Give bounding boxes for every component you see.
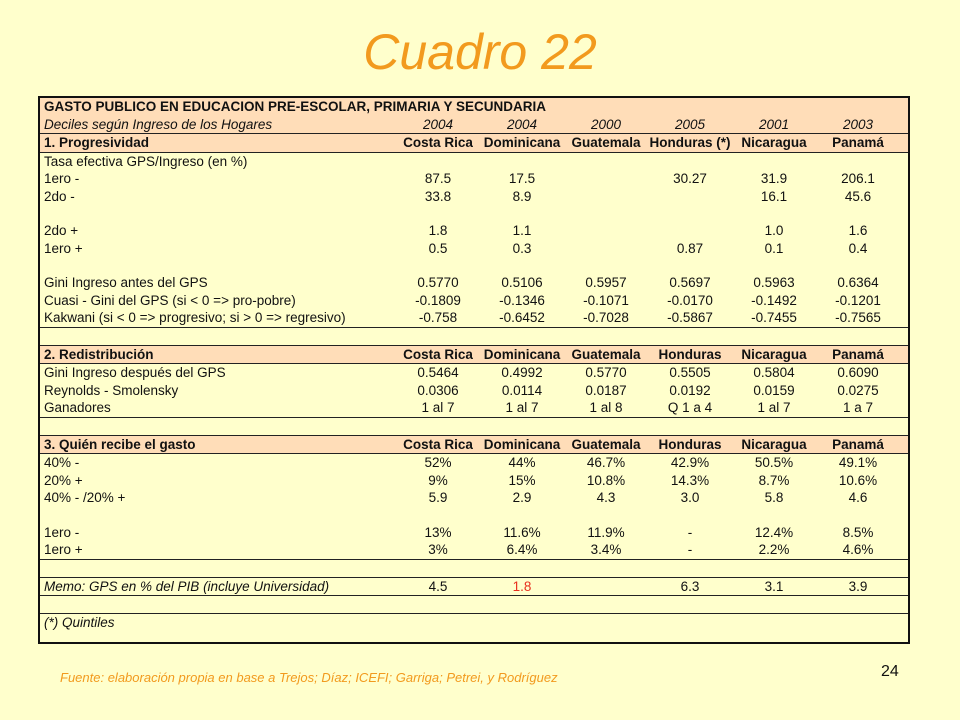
row-label: 40% - (44, 455, 80, 471)
table-cell: 0.0114 (501, 382, 543, 398)
table-row (40, 489, 908, 507)
separator-row (40, 559, 908, 578)
table-cell: - (687, 542, 693, 558)
table-cell: 52% (424, 455, 452, 471)
country-header: Dominicana (483, 135, 561, 151)
table-cell: 17.5 (508, 171, 536, 187)
section-header-quien-recibe (40, 436, 908, 455)
table-row (40, 240, 908, 258)
country-header: Guatemala (571, 436, 641, 452)
table-cell: 6.3 (680, 578, 700, 594)
country-header: Panamá (832, 135, 884, 151)
table-cell: 50.5% (754, 455, 794, 471)
country-header: Guatemala (571, 346, 641, 362)
table-cell: 16.1 (760, 188, 788, 204)
table-cell: 4.5 (428, 578, 448, 594)
table-cell: 0.0306 (417, 382, 459, 398)
table-row (40, 382, 908, 400)
table-row (40, 524, 908, 542)
table-cell: 0.4992 (501, 365, 543, 381)
table-cell: 1.8 (512, 578, 532, 594)
table-cell: 2.9 (512, 490, 532, 506)
table-cell: Q 1 a 4 (667, 400, 713, 416)
section-header-redistribucion (40, 346, 908, 365)
table-cell: 0.5963 (753, 275, 795, 291)
table-cell: 1.8 (428, 223, 448, 239)
row-label: Tasa efectiva GPS/Ingreso (en %) (44, 153, 248, 169)
row-label: Cuasi - Gini del GPS (si < 0 => pro-pobre) (44, 292, 296, 308)
table-cell: 0.4 (848, 240, 868, 256)
row-label: 1ero + (44, 542, 83, 558)
country-header: Nicaragua (741, 346, 807, 362)
table-cell: 3.1 (764, 578, 784, 594)
table-cell: 31.9 (760, 171, 788, 187)
table-cell: 11.9% (587, 524, 625, 540)
table-cell: 0.0192 (669, 382, 711, 398)
table-cell: 1 a 7 (842, 400, 874, 416)
table-cell: 13% (424, 524, 452, 540)
table-cell: 0.0159 (753, 382, 795, 398)
table-row (40, 309, 908, 327)
table-cell: 4.6% (842, 542, 874, 558)
years-row (40, 116, 908, 135)
memo-label: Memo: GPS en % del PIB (incluye Universidad) (44, 578, 330, 594)
table-row (40, 188, 908, 206)
table-cell: 0.5505 (669, 365, 711, 381)
row-label: 2do + (44, 223, 79, 239)
table-cell: 0.5464 (417, 365, 459, 381)
row-label: Ganadores (44, 400, 111, 416)
data-table (38, 96, 910, 644)
table-cell: 0.5697 (669, 275, 711, 291)
table-cell: - (687, 524, 693, 540)
memo-row (40, 578, 908, 596)
table-cell: 3.9 (848, 578, 868, 594)
separator-row (40, 417, 908, 436)
row-label: 2do - (44, 188, 75, 204)
year-header: 2004 (422, 116, 454, 132)
table-cell: 6.4% (506, 542, 538, 558)
table-cell: 0.0187 (585, 382, 627, 398)
table-cell: 0.5770 (585, 365, 627, 381)
table-cell: 10.6% (838, 472, 878, 488)
table-cell: 11.6% (503, 524, 541, 540)
table-cell: 1 al 8 (589, 400, 623, 416)
table-cell: 0.1 (764, 240, 784, 256)
table-cell: 2.2% (758, 542, 790, 558)
year-header: 2003 (842, 116, 874, 132)
table-cell: 3.4% (590, 542, 622, 558)
year-header: 2005 (674, 116, 706, 132)
spacer-row (40, 205, 908, 222)
year-header: 2000 (590, 116, 622, 132)
row-label: Kakwani (si < 0 => progresivo; si > 0 => regresivo) (44, 310, 346, 326)
country-header: Costa Rica (403, 346, 473, 362)
table-cell: 0.5770 (417, 275, 459, 291)
table-cell: 1 al 7 (421, 400, 455, 416)
table-row (40, 541, 908, 559)
page-number: 24 (881, 663, 899, 680)
table-cell: 1 al 7 (757, 400, 791, 416)
table-cell: -0.1346 (499, 292, 545, 308)
country-header: Nicaragua (741, 436, 807, 452)
table-heading: GASTO PUBLICO EN EDUCACION PRE-ESCOLAR, PRIMARIA Y SECUNDARIA (44, 99, 547, 115)
subheading: Deciles según Ingreso de los Hogares (44, 116, 273, 132)
table-row (40, 292, 908, 310)
row-label: Gini Ingreso antes del GPS (44, 275, 208, 291)
country-header: Honduras (658, 346, 722, 362)
spacer-row (40, 257, 908, 274)
country-header: Dominicana (483, 346, 561, 362)
table-cell: 4.6 (848, 490, 868, 506)
table-cell: 46.7% (586, 455, 626, 471)
table-cell: 12.4% (754, 524, 794, 540)
table-cell: 5.8 (764, 490, 784, 506)
table-cell: 44% (508, 455, 536, 471)
country-header: Dominicana (483, 436, 561, 452)
table-cell: 0.6090 (837, 365, 879, 381)
table-cell: 42.9% (670, 455, 710, 471)
row-label: 1ero + (44, 240, 83, 256)
table-note: (*) Quintiles (44, 615, 115, 631)
table-cell: 0.5106 (501, 275, 543, 291)
table-row (40, 364, 908, 382)
table-cell: 49.1% (838, 455, 878, 471)
row-label: 1ero - (44, 524, 80, 540)
table-cell: 9% (428, 472, 448, 488)
table-row (40, 472, 908, 490)
table-cell: 8.9 (512, 188, 532, 204)
table-cell: -0.758 (418, 310, 458, 326)
table-cell: 4.3 (596, 490, 616, 506)
table-cell: -0.7028 (583, 310, 629, 326)
table-cell: 3% (428, 542, 448, 558)
table-heading-row (40, 98, 908, 116)
row-label: 20% + (44, 472, 83, 488)
row-label: 1ero - (44, 171, 80, 187)
table-cell: -0.5867 (667, 310, 713, 326)
section-label: 2. Redistribución (44, 346, 154, 362)
spacer-row (40, 507, 908, 524)
row-label: Gini Ingreso después del GPS (44, 365, 226, 381)
country-header: Honduras (*) (649, 135, 731, 151)
table-cell: 0.0275 (837, 382, 879, 398)
table-cell: 14.3% (670, 472, 710, 488)
table-row (40, 454, 908, 472)
table-cell: 1.1 (512, 223, 532, 239)
table-cell: 10.8% (586, 472, 626, 488)
country-header: Panamá (832, 346, 884, 362)
table-cell: 30.27 (673, 171, 707, 187)
table-cell: -0.1492 (751, 292, 797, 308)
table-cell: 1.0 (764, 223, 784, 239)
table-row (40, 222, 908, 240)
table-cell: 1.6 (848, 223, 868, 239)
note-row (40, 614, 908, 632)
table-cell: 1 al 7 (505, 400, 539, 416)
table-cell: -0.6452 (499, 310, 545, 326)
country-header: Nicaragua (741, 135, 807, 151)
slide-title: Cuadro 22 (363, 24, 597, 80)
section-header-progresividad (40, 134, 908, 153)
table-row (40, 399, 908, 417)
table-cell: -0.7565 (835, 310, 881, 326)
country-header: Panamá (832, 436, 884, 452)
separator-row (40, 327, 908, 346)
table-row (40, 153, 908, 171)
table-cell: -0.0170 (667, 292, 713, 308)
section-label: 1. Progresividad (44, 135, 150, 151)
source-note: Fuente: elaboración propia en base a Trejos; Díaz; ICEFI; Garriga; Petrei, y Rodríguez (60, 670, 558, 685)
table-cell: 8.7% (758, 472, 790, 488)
table-cell: 5.9 (428, 490, 448, 506)
table-cell: 206.1 (841, 171, 875, 187)
country-header: Guatemala (571, 135, 641, 151)
table-cell: 87.5 (424, 171, 452, 187)
section-label: 3. Quién recibe el gasto (44, 436, 196, 452)
year-header: 2001 (758, 116, 790, 132)
table-cell: 0.3 (512, 240, 532, 256)
table-cell: 0.5804 (753, 365, 795, 381)
table-row (40, 274, 908, 292)
country-header: Honduras (658, 436, 722, 452)
row-label: 40% - /20% + (44, 490, 126, 506)
year-header: 2004 (506, 116, 538, 132)
table-cell: 3.0 (680, 490, 700, 506)
row-label: Reynolds - Smolensky (44, 382, 179, 398)
table-cell: 0.6364 (837, 275, 879, 291)
table-cell: 8.5% (842, 524, 874, 540)
country-header: Costa Rica (403, 436, 473, 452)
table-cell: 15% (508, 472, 536, 488)
table-cell: -0.7455 (751, 310, 797, 326)
table-cell: 45.6 (844, 188, 872, 204)
table-cell: 0.5 (428, 240, 448, 256)
country-header: Costa Rica (403, 135, 473, 151)
separator-row (40, 595, 908, 614)
table-cell: -0.1201 (835, 292, 881, 308)
table-cell: 0.87 (676, 240, 704, 256)
table-cell: -0.1809 (415, 292, 461, 308)
table-cell: -0.1071 (583, 292, 629, 308)
table-cell: 0.5957 (585, 275, 627, 291)
table-cell: 33.8 (424, 188, 452, 204)
table-row (40, 170, 908, 188)
